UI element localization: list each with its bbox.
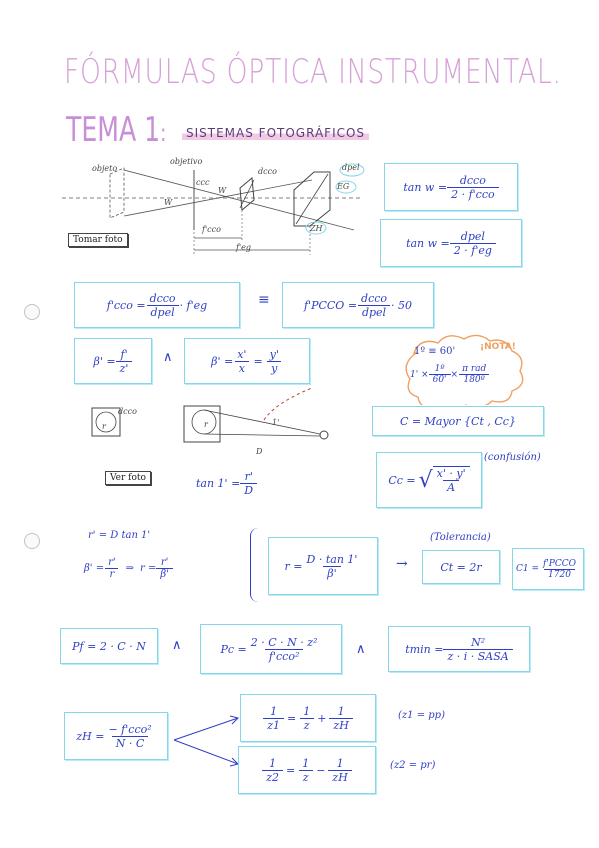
sight-ray-1	[204, 410, 320, 434]
formula-tan-w-dpel	[380, 219, 522, 267]
formula-den: dpel	[147, 305, 179, 319]
nota-frac2-den: 180º	[459, 374, 488, 385]
formula-den: z · i · SASA	[443, 649, 512, 663]
confusion-note: (confusión)	[484, 452, 541, 463]
diagram2-label-dcco: dcco	[118, 407, 137, 416]
diagram2-label-d: D	[256, 447, 263, 456]
and-symbol-2: ∧	[172, 638, 182, 653]
formula-den: D	[240, 483, 257, 497]
tolerance-note: (Tolerancia)	[430, 532, 491, 543]
confusion-circle-small	[96, 412, 116, 432]
z2-n2: 1	[302, 756, 310, 770]
formula-den-2: y	[267, 361, 281, 375]
formula-lhs: tan w =	[403, 180, 448, 194]
sensor-frame-large	[184, 406, 220, 442]
z1-note: (z1 = pp)	[398, 710, 445, 721]
formula-num: r'	[244, 470, 253, 483]
formula-lhs: β' =	[211, 354, 234, 368]
formula-eq: =	[253, 354, 263, 368]
formula-num: r'	[108, 557, 116, 568]
diagram-label-objeto: objeto	[92, 164, 118, 173]
formula-fcco	[74, 282, 240, 328]
z1-d2: z	[300, 718, 314, 732]
z1-n1: 1	[270, 704, 278, 718]
view-photo-button[interactable]: Ver foto	[105, 471, 151, 485]
formula-num: N²	[471, 635, 486, 649]
formula-lhs: β' =	[93, 354, 116, 368]
z2-n1: 1	[269, 756, 277, 770]
formula-rad-den: A	[443, 480, 459, 494]
formula-lhs: f'PCCO =	[303, 298, 358, 312]
formula-rhs: · f'eg	[179, 298, 208, 312]
diagram-label-dcco: dcco	[258, 167, 277, 176]
formula-lhs: β' =	[84, 563, 105, 574]
circle-confusion-diagram	[88, 388, 388, 458]
formula-beta-r	[84, 557, 173, 580]
formula-cc	[376, 452, 482, 508]
sight-ray-2	[204, 434, 320, 436]
diagram-label-objetivo: objetivo	[170, 157, 203, 166]
formula-den: z'	[116, 361, 133, 375]
z1-n2: 1	[303, 704, 311, 718]
formula-num: D · tan 1'	[306, 552, 358, 566]
diagram-label-w2: W	[218, 186, 227, 195]
formula-den: N · C	[112, 736, 149, 750]
nota-pre: 1' ×	[410, 369, 429, 380]
formula-den: β'	[323, 566, 340, 580]
formula-num: − f'cco²	[108, 722, 152, 736]
formula-text: Ct = 2r	[440, 560, 482, 574]
object-plane	[110, 168, 124, 218]
formula-num: dcco	[361, 291, 388, 305]
formula-den: 2 · f'cco	[447, 187, 499, 201]
nota-tag: ¡NOTA!	[480, 342, 516, 352]
z1-op: +	[317, 711, 327, 725]
branch-arrows	[170, 708, 244, 772]
z2-op: −	[316, 763, 326, 777]
formula-den: dpel	[358, 305, 390, 319]
formula-lhs: tan 1' =	[196, 477, 241, 490]
equivalence-sign: ≡	[258, 292, 270, 308]
z2-n3: 1	[336, 756, 344, 770]
formula-r	[268, 537, 378, 595]
formula-rad-num: x' · y'	[436, 467, 466, 480]
formula-num: f'PCCO	[543, 558, 577, 569]
formula-rhs: · 50	[391, 298, 413, 312]
formula-tmin	[388, 626, 530, 672]
z2-d2: z	[299, 770, 313, 784]
formula-z2	[238, 746, 376, 794]
formula-num-2: y'	[269, 347, 279, 361]
formula-lhs: f'cco =	[106, 298, 146, 312]
diagram-label-eg: EG	[337, 182, 350, 191]
formula-ct	[422, 550, 500, 584]
formula-lhs: C1 =	[515, 564, 539, 574]
diagram-label-fcco: f'cco	[202, 225, 221, 234]
dcco-diagonal	[240, 180, 254, 208]
formula-lhs: r =	[284, 559, 303, 573]
formula-num: f'	[120, 347, 128, 361]
section-subtitle: SISTEMAS FOTOGRÁFICOS	[182, 126, 369, 140]
nota-times: ×	[450, 369, 459, 380]
z1-d3: zH	[329, 718, 352, 732]
formula-c1	[512, 548, 584, 590]
page-title: FÓRMULAS ÓPTICA INSTRUMENTAL.	[64, 52, 562, 92]
diagram-label-w1: W	[164, 198, 173, 207]
formula-den: 1720	[544, 569, 575, 580]
formula-den: r	[105, 568, 118, 580]
z2-d3: zH	[328, 770, 351, 784]
formula-den-2: β'	[156, 568, 173, 580]
formula-tan-w-dcco	[384, 163, 518, 211]
formula-lhs-2: r =	[140, 563, 157, 574]
formula-pf	[60, 628, 158, 664]
formula-tan-1min	[196, 470, 257, 497]
formula-num: dcco	[149, 291, 176, 305]
and-symbol-1: ∧	[163, 350, 173, 365]
nota-line-1: 1º ≡ 60'	[414, 346, 456, 357]
diagram2-label-angle: 1'	[272, 418, 280, 427]
z1-n3: 1	[337, 704, 345, 718]
z1-d1: z1	[263, 718, 284, 732]
formula-num: 2 · C · N · z²	[250, 635, 318, 649]
sqrt-symbol: √	[418, 467, 433, 493]
formula-lhs: Pc =	[220, 642, 247, 656]
formula-z1	[240, 694, 376, 742]
diagram-label-zh: ZH	[310, 224, 323, 233]
nota-line-2	[410, 364, 490, 385]
section-separator: :	[160, 119, 167, 147]
formula-lhs: tan w =	[406, 236, 450, 250]
formula-lhs: zH =	[76, 729, 105, 743]
formula-num: dpel	[460, 229, 485, 243]
formula-den: 2 · f'eg	[450, 243, 496, 257]
formula-text: C = Mayor {Ct , Cc}	[400, 414, 516, 428]
section-title	[66, 110, 166, 150]
formula-r-prime: r' = D tan 1'	[88, 530, 151, 541]
and-symbol-3: ∧	[356, 642, 366, 657]
diagram2-label-r1: r	[102, 422, 106, 431]
z2-d1: z2	[262, 770, 283, 784]
formula-den: f'cco²	[265, 649, 303, 663]
nota-frac1-den: 60'	[429, 374, 451, 385]
formula-arrow: ⇒	[125, 563, 135, 574]
nota-frac1-num: 1º	[434, 364, 445, 374]
arrow-to-ct: →	[396, 556, 408, 572]
formula-beta-xy	[184, 338, 310, 384]
formula-lhs: Cc =	[388, 473, 416, 487]
brace-divider	[250, 528, 261, 602]
formula-lhs: tmin =	[405, 642, 444, 656]
formula-c-mayor	[372, 406, 544, 436]
formula-text: Pf = 2 · C · N	[72, 639, 146, 653]
diagram-label-dpel: dpel	[342, 163, 360, 172]
formula-num-1: x'	[237, 347, 247, 361]
section-label: TEMA 1	[66, 110, 161, 150]
formula-zh	[64, 712, 168, 760]
nota-arrow	[264, 388, 388, 420]
eye-point	[320, 431, 328, 439]
nota-frac2-num: π rad	[462, 364, 487, 374]
dpel-diagonal	[296, 174, 328, 224]
formula-num: dcco	[459, 173, 486, 187]
binder-hole-1	[24, 304, 40, 320]
z1-eq: =	[286, 711, 297, 725]
z2-note: (z2 = pr)	[390, 760, 436, 771]
diagram-label-feg: f'eg	[236, 243, 252, 252]
ray-1	[124, 170, 354, 230]
formula-pc	[200, 624, 342, 674]
z2-eq: =	[285, 763, 296, 777]
diagram-label-ccc: ccc	[196, 178, 210, 187]
formula-fpcco	[282, 282, 434, 328]
formula-num-2: r'	[160, 557, 169, 568]
formula-beta-f	[74, 338, 152, 384]
binder-hole-2	[24, 533, 40, 549]
diagram2-label-r2: r	[204, 420, 208, 429]
formula-den-1: x	[235, 361, 249, 375]
take-photo-button[interactable]: Tomar foto	[68, 233, 128, 247]
